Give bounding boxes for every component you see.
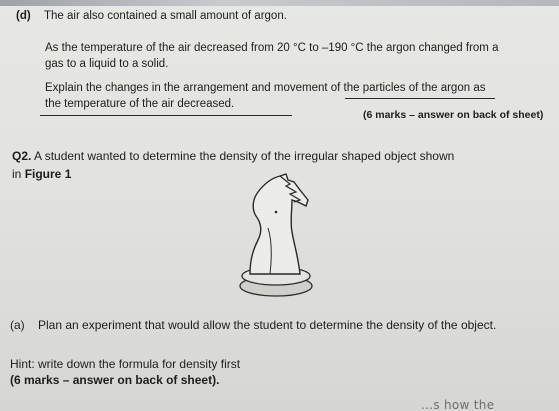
question-2-label: Q2.: [12, 149, 32, 163]
question-d-text: The air also contained a small amount of argon.: [44, 10, 287, 22]
question-2-continuation: [12, 167, 71, 181]
answer-line: [345, 98, 495, 99]
question-d-line-1: As the temperature of the air decreased from 20 °C to –190 °C the argon changed from a: [45, 42, 499, 54]
question-2-text: A student wanted to determine the density of the irregular shaped object shown: [31, 149, 455, 163]
answer-line: [40, 115, 292, 116]
chess-knight-figure: [228, 170, 324, 300]
hint-text: Hint: write down the formula for density first: [10, 357, 241, 371]
question-d-line-2: gas to a liquid to a solid.: [45, 58, 169, 70]
top-edge-strip: [0, 0, 559, 6]
question-d-label: (d): [16, 10, 31, 22]
part-a-label: (a): [10, 318, 25, 332]
part-a-marks: (6 marks – answer on back of sheet).: [10, 373, 220, 387]
part-a-question: [10, 318, 496, 332]
question-2-intro: [12, 149, 454, 163]
knight-eye: [275, 211, 278, 214]
handwritten-note: ...s how the: [421, 398, 495, 411]
question-d-line-3: Explain the changes in the arrangement and movement of the particles of the argon as: [45, 82, 486, 94]
figure-reference: Figure 1: [24, 167, 72, 181]
part-a-text: Plan an experiment that would allow the student to determine the density of the object.: [38, 318, 497, 332]
question-d-marks: (6 marks – answer on back of sheet): [363, 109, 544, 121]
question-d-line-4: the temperature of the air decreased.: [45, 98, 235, 110]
question-2-cont-prefix: in: [12, 167, 25, 181]
knight-body: [250, 174, 308, 274]
